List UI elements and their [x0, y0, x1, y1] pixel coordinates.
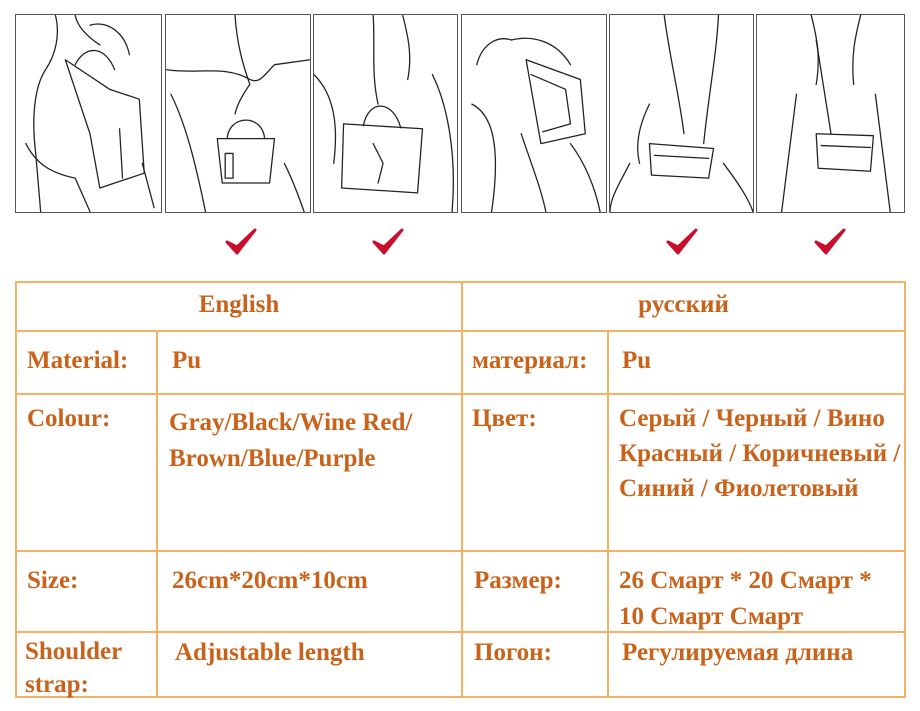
label-size-ru: Размер:: [474, 567, 562, 594]
check-icon: [224, 225, 258, 259]
check-icon: [665, 225, 699, 259]
shoulder-bag-icon: [461, 14, 607, 213]
value-colour-ru: Серый / Черный / Вино Красный / Коричневый / Синий / Фиолетовый: [619, 405, 901, 502]
header-english: English: [198, 291, 280, 318]
header-russian: русский: [638, 291, 729, 318]
column-divider: [156, 330, 158, 696]
value-shoulder-strap-ru: Регулируемая длина: [622, 639, 854, 666]
crossbody-clutch-icon: [756, 14, 905, 213]
check-icon: [813, 225, 847, 259]
value-colour-en: Gray/Black/Wine Red/ Brown/Blue/Purple: [169, 409, 413, 472]
usage-illustrations: [0, 0, 920, 260]
label-colour-ru: Цвет:: [472, 405, 537, 432]
value-size-ru: 26 Смарт * 20 Смарт * 10 Смарт Смарт: [619, 567, 872, 630]
value-material-en: Pu: [172, 347, 202, 374]
value-material-ru: Pu: [622, 347, 652, 374]
value-size-en: 26cm*20cm*10cm: [172, 567, 368, 594]
check-icon: [371, 225, 405, 259]
label-colour-en: Colour:: [27, 405, 111, 432]
spec-table: [15, 281, 906, 698]
tote-bag-icon: [313, 14, 458, 213]
label-size-en: Size:: [27, 567, 79, 594]
value-shoulder-strap-en: Adjustable length: [175, 639, 365, 666]
label-material-ru: материал:: [472, 347, 588, 374]
label-shoulder-strap-ru: Погон:: [474, 639, 552, 666]
handbag-carry-icon: [165, 14, 311, 213]
label-material-en: Material:: [27, 347, 129, 374]
crossbody-bag-icon: [609, 14, 754, 213]
label-shoulder-strap-en: Shoulder strap:: [25, 638, 122, 698]
backpack-wearer-icon: [15, 14, 162, 213]
column-divider: [461, 283, 463, 696]
